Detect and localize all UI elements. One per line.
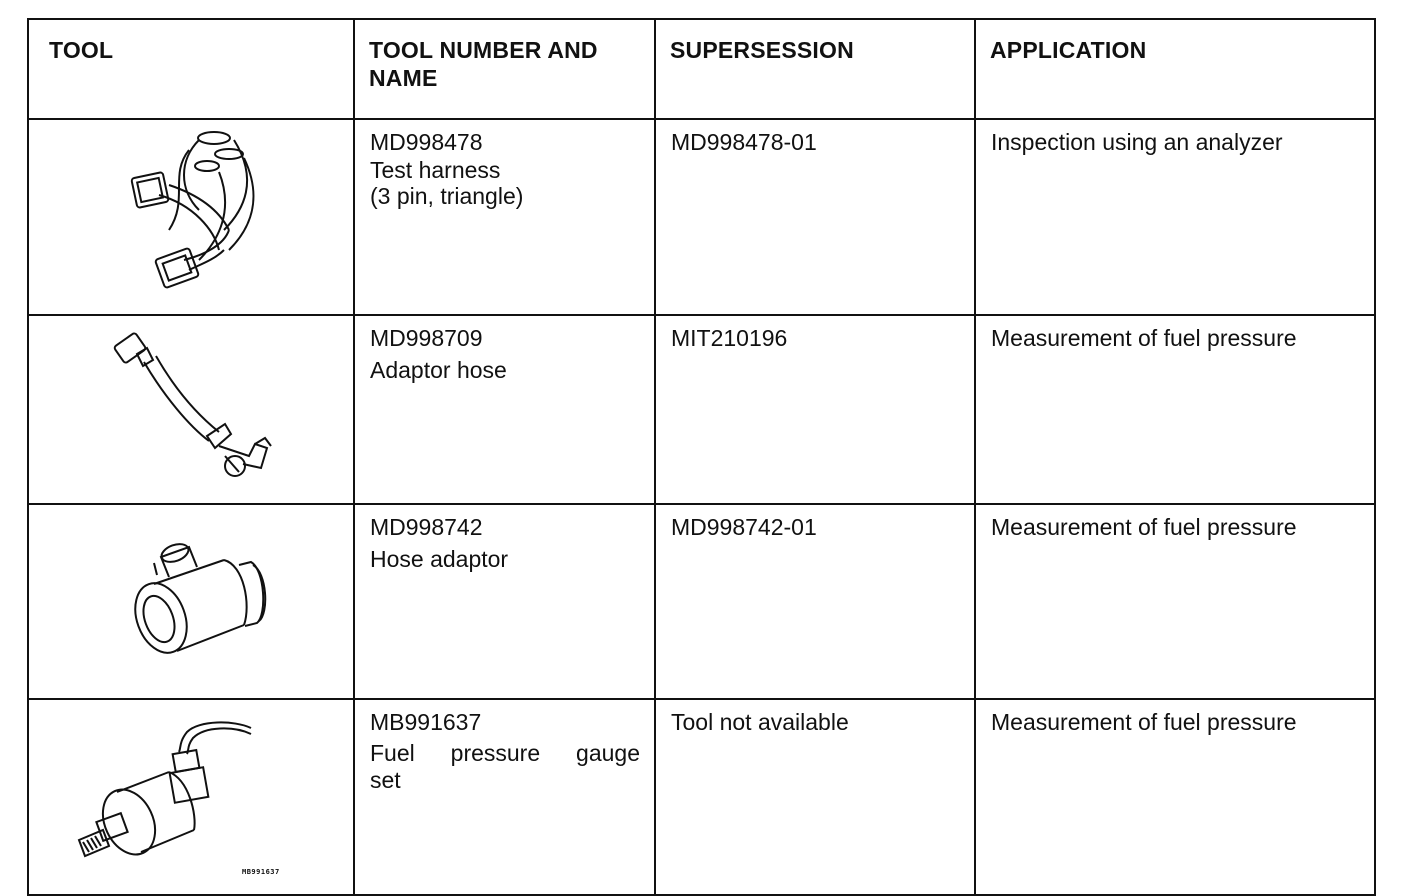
header-application: APPLICATION xyxy=(975,19,1375,119)
tool-image-cell xyxy=(28,504,354,699)
tool-name: Hose adaptor xyxy=(370,546,509,572)
header-tool: TOOL xyxy=(28,19,354,119)
header-supersession: SUPERSESSION xyxy=(655,19,975,119)
tool-image-cell xyxy=(28,119,354,315)
tool-name: Fuel pressure gauge set xyxy=(370,740,640,793)
tool-image-cell xyxy=(28,315,354,504)
tool-number: MD998742 xyxy=(370,514,483,540)
fuel-pressure-gauge-icon xyxy=(29,700,351,884)
table-row xyxy=(28,504,1375,699)
tool-image-cell xyxy=(28,699,354,895)
adaptor-hose-icon xyxy=(29,316,351,494)
supersession-cell: MIT210196 xyxy=(655,315,975,504)
application-cell: Measurement of fuel pressure xyxy=(975,699,1375,895)
tool-number: MD998709 xyxy=(370,325,483,351)
tool-number-name-cell xyxy=(354,699,655,895)
supersession-cell: Tool not available xyxy=(655,699,975,895)
table-row xyxy=(28,119,1375,315)
tool-number-name-cell xyxy=(354,504,655,699)
tool-number-name-cell xyxy=(354,315,655,504)
hose-adaptor-icon xyxy=(29,505,351,689)
tool-name-detail: (3 pin, triangle) xyxy=(370,183,524,209)
supersession-cell: MD998478-01 xyxy=(655,119,975,315)
table-row xyxy=(28,699,1375,895)
application-cell: Inspection using an analyzer xyxy=(975,119,1375,315)
special-tools-table xyxy=(27,18,1376,896)
tool-number: MB991637 xyxy=(370,709,482,735)
table-row xyxy=(28,315,1375,504)
application-cell: Measurement of fuel pressure xyxy=(975,504,1375,699)
tool-name: Adaptor hose xyxy=(370,357,507,383)
tool-name: Test harness xyxy=(370,157,501,183)
application-cell: Measurement of fuel pressure xyxy=(975,315,1375,504)
figure-code: MB991637 xyxy=(242,868,280,876)
table-header-row xyxy=(28,19,1375,119)
tool-number: MD998478 xyxy=(370,129,483,155)
tool-number-name-cell xyxy=(354,119,655,315)
supersession-cell: MD998742-01 xyxy=(655,504,975,699)
header-tool-number-name: TOOL NUMBER AND NAME xyxy=(354,19,655,119)
test-harness-icon xyxy=(29,120,351,304)
